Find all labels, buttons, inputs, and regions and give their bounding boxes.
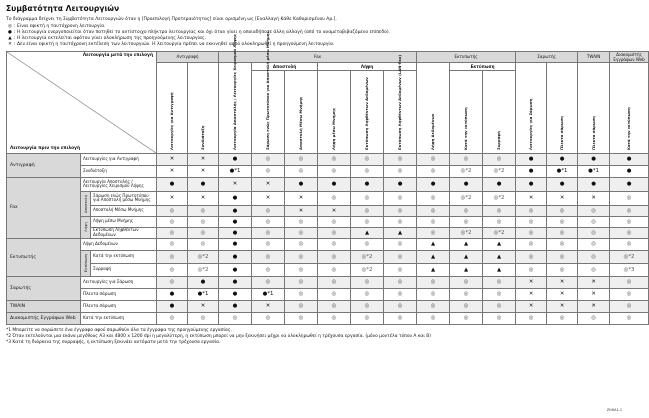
compat-cell: ◎ — [450, 312, 483, 324]
compat-cell: ◎ — [285, 227, 318, 238]
compat-cell: ◎ — [351, 238, 384, 250]
compat-cell: ◎ — [157, 312, 188, 324]
compat-cell: ◎ — [450, 288, 483, 300]
row-label: Συρραφή — [91, 263, 157, 276]
compat-cell: ◎ — [157, 250, 188, 263]
compat-cell: ● — [516, 165, 547, 177]
col-header: Πλευτα σάρωση — [578, 62, 610, 153]
col-subgroup-send: Αποστολή — [252, 62, 318, 70]
compat-cell: ◎*2 — [351, 263, 384, 276]
compat-cell: ◎ — [483, 288, 516, 300]
compat-cell: ◎ — [318, 227, 351, 238]
compat-cell: ◎*2 — [450, 165, 483, 177]
col-group-web-server: Διακομιστής Εγγράφων Web — [610, 51, 649, 62]
compat-cell: ◎ — [384, 153, 417, 165]
compat-cell: ◎ — [417, 216, 450, 227]
compat-cell: ◎ — [516, 263, 547, 276]
compat-cell: ◎ — [351, 205, 384, 216]
compat-cell: ●*1 — [547, 165, 578, 177]
row-label: Συνδιάταξη — [81, 165, 157, 177]
compat-cell: ● — [384, 177, 417, 191]
compat-cell: ● — [578, 153, 610, 165]
cross-icon: ✕ — [8, 42, 12, 48]
table-row — [7, 205, 649, 216]
compat-cell: ✕ — [219, 177, 252, 191]
table-corner — [7, 51, 157, 153]
compat-cell: ◎ — [450, 216, 483, 227]
compat-cell: ✕ — [547, 300, 578, 312]
col-header: Λήψη Δεδομένων — [417, 62, 450, 153]
row-group-label: Διακομιστής Εγγράφων Web — [7, 312, 81, 324]
compat-cell: ● — [219, 205, 252, 216]
compat-cell: ◎ — [578, 216, 610, 227]
compat-cell: ◎ — [318, 300, 351, 312]
compat-cell: ◎ — [285, 250, 318, 263]
table-row — [7, 165, 649, 177]
compat-cell: ◎ — [351, 191, 384, 205]
compat-cell: ◎ — [610, 238, 649, 250]
row-label: Αποστολή Μέσω Μνήμης — [91, 205, 157, 216]
table-row — [7, 250, 649, 263]
compat-cell: ● — [285, 177, 318, 191]
compat-cell: ◎ — [516, 227, 547, 238]
row-label: Σάρωση ενώς Πρωτοτύπου για Αποστολή μέσω Μνήμης — [91, 191, 157, 205]
compat-cell: ◎ — [417, 288, 450, 300]
compat-cell: ● — [157, 177, 188, 191]
compat-cell: ◎ — [547, 227, 578, 238]
compat-cell: ◎ — [252, 165, 285, 177]
table-row — [7, 276, 649, 288]
compat-cell: ◎ — [483, 205, 516, 216]
compat-cell: ◎ — [547, 250, 578, 263]
footnotes — [6, 328, 624, 347]
compat-cell: ● — [417, 177, 450, 191]
compat-cell: ✕ — [318, 205, 351, 216]
compat-cell: ◎ — [610, 300, 649, 312]
compat-cell: ◎*2 — [188, 250, 219, 263]
footnote: *3 Κατά τη διάρκεια της συρραφής, η εκτύπωση ξεκινάει αυτόματα μετά την τρέχουσα εργασία. — [6, 340, 221, 346]
compat-cell: ● — [483, 177, 516, 191]
compat-cell: ◎ — [547, 263, 578, 276]
compat-cell: ✕ — [157, 153, 188, 165]
compat-cell: ◎ — [384, 191, 417, 205]
compat-cell: ● — [219, 276, 252, 288]
compat-cell: ✕ — [285, 191, 318, 205]
compat-cell: ◎ — [351, 216, 384, 227]
compat-cell: ◎ — [252, 205, 285, 216]
compat-cell: ◎ — [219, 312, 252, 324]
table-row — [7, 227, 649, 238]
compat-cell: ● — [219, 227, 252, 238]
col-header: Σάρωση ενώς Πρωτοτύπου για Αποστολή μέσω Μνήμης — [252, 70, 285, 153]
compat-cell: ◎ — [578, 205, 610, 216]
compat-cell: ◎ — [417, 312, 450, 324]
table-row — [7, 263, 649, 276]
compat-cell: ◎ — [384, 238, 417, 250]
compat-cell: ● — [188, 276, 219, 288]
legend-item: ◎ : Είναι εφικτή η ταυτόχρονη λειτουργία. — [6, 24, 624, 30]
compat-cell: ◎ — [547, 238, 578, 250]
legend — [6, 24, 624, 49]
compat-cell: ◎*2 — [450, 227, 483, 238]
compat-cell: ◎ — [318, 312, 351, 324]
compat-cell: ✕ — [157, 191, 188, 205]
compat-cell: ◎ — [610, 205, 649, 216]
compat-cell: ◎ — [351, 276, 384, 288]
compat-cell: ● — [516, 177, 547, 191]
compat-cell: ◎ — [285, 312, 318, 324]
compat-cell: ◎ — [610, 288, 649, 300]
compat-cell: ◎ — [578, 312, 610, 324]
compat-cell: ◎ — [351, 300, 384, 312]
compat-cell: ◎ — [157, 276, 188, 288]
table-row — [7, 312, 649, 324]
compat-cell: ◎ — [384, 288, 417, 300]
table-row — [7, 300, 649, 312]
col-header: Κατά την εκτύπωση — [450, 70, 483, 153]
row-group-label: Σαρωτής — [7, 276, 81, 300]
compat-cell: ◎ — [417, 191, 450, 205]
col-header: Κατά την εκτύπωση — [610, 62, 649, 153]
compat-cell: ◎*2 — [610, 250, 649, 263]
compat-cell: ✕ — [157, 165, 188, 177]
compat-cell: ▲ — [450, 250, 483, 263]
compat-cell: ◎ — [450, 276, 483, 288]
compat-cell: ✕ — [516, 191, 547, 205]
compat-cell: ◎ — [351, 153, 384, 165]
compat-cell: ◎ — [384, 300, 417, 312]
table-row — [7, 153, 649, 165]
compat-cell: ◎ — [384, 165, 417, 177]
compat-cell: ✕ — [578, 191, 610, 205]
compat-cell: ● — [516, 153, 547, 165]
circle-double-icon: ◎ — [8, 23, 12, 29]
compat-cell: ● — [157, 300, 188, 312]
compat-cell: ●*1 — [252, 288, 285, 300]
compat-cell: ◎ — [252, 227, 285, 238]
compat-cell: ◎ — [610, 227, 649, 238]
compat-cell: ◎ — [547, 205, 578, 216]
compat-cell: ◎ — [351, 312, 384, 324]
compat-cell: ✕ — [578, 276, 610, 288]
compat-cell: ✕ — [547, 288, 578, 300]
compat-cell: ◎ — [610, 191, 649, 205]
compat-cell: ◎*2 — [351, 250, 384, 263]
compat-cell: ◎ — [252, 276, 285, 288]
compat-cell: ◎ — [351, 165, 384, 177]
compat-cell: ◎ — [285, 276, 318, 288]
filled-circle-icon: ● — [8, 29, 12, 35]
table-row — [7, 177, 649, 191]
compat-cell: ◎ — [578, 263, 610, 276]
compat-cell: ✕ — [516, 288, 547, 300]
compat-cell: ● — [547, 153, 578, 165]
footnote: *1 Μπορείτε να σαρώσετε ένα έγγραφο αφού σαρωθούν όλα τα έγγραφα της προηγούμενης εργασίας. — [6, 327, 232, 333]
compat-cell: ◎ — [318, 191, 351, 205]
compat-cell: ▲ — [483, 250, 516, 263]
compat-cell: ◎ — [417, 205, 450, 216]
col-header: Λήψη μέσω Μνήμης — [318, 70, 351, 153]
compat-cell: ✕ — [516, 300, 547, 312]
compat-cell: ● — [219, 153, 252, 165]
compat-cell: ◎ — [483, 312, 516, 324]
compat-cell: ◎ — [578, 250, 610, 263]
row-label: Κατά την εκτύπωση — [91, 250, 157, 263]
compat-cell: ▲ — [450, 263, 483, 276]
compat-cell: ✕ — [188, 165, 219, 177]
compat-cell: ● — [318, 177, 351, 191]
compat-cell: ◎ — [157, 238, 188, 250]
compat-cell: ▲ — [417, 263, 450, 276]
compat-cell: ◎*2 — [483, 191, 516, 205]
compat-cell: ◎ — [384, 250, 417, 263]
compat-cell: ◎ — [157, 227, 188, 238]
compat-cell: ◎ — [450, 205, 483, 216]
compat-cell: ◎ — [417, 300, 450, 312]
compat-cell: ◎*2 — [483, 165, 516, 177]
compat-cell: ◎ — [547, 216, 578, 227]
compat-cell: ◎ — [285, 263, 318, 276]
compat-cell: ◎ — [252, 153, 285, 165]
compat-cell: ◎ — [384, 312, 417, 324]
compat-cell: ◎ — [610, 216, 649, 227]
compat-cell: ✕ — [578, 300, 610, 312]
compat-cell: ◎*2 — [483, 227, 516, 238]
compat-cell: ◎ — [188, 227, 219, 238]
compat-cell: ◎ — [318, 250, 351, 263]
compat-cell: ◎ — [578, 227, 610, 238]
compat-cell: ✕ — [252, 177, 285, 191]
compat-cell: ▲ — [450, 238, 483, 250]
compat-cell: ◎*3 — [610, 263, 649, 276]
col-header: Εκτύπωση Ληφθέντων Δεδομένων — [351, 70, 384, 153]
compat-cell: ● — [351, 177, 384, 191]
compat-cell: ◎ — [384, 263, 417, 276]
triangle-icon: ▲ — [8, 36, 12, 42]
compat-cell: ◎ — [417, 227, 450, 238]
compat-cell: ●*1 — [188, 288, 219, 300]
col-header: Αποστολή Μέσω Μνήμης — [285, 70, 318, 153]
compat-cell: ● — [219, 216, 252, 227]
row-label: Λειτουργία Αποστολής / Λειτουργίες Χειρισμού Λήψης — [81, 177, 157, 191]
col-header: Συνδιάταξη — [188, 62, 219, 153]
compat-cell: ◎ — [417, 153, 450, 165]
legend-item: ● : Η λειτουργία ενεργοποιείται όταν πατηθεί το αντίστοιχο πλήκτρο λειτουργίας και όχι όταν γίνει η οποιαδήποτε άλλη αλλαγή (από το αναμεταβιβαζόμενο επίπεδο). — [6, 30, 624, 36]
compat-cell: ▲ — [483, 263, 516, 276]
compat-cell: ◎ — [516, 238, 547, 250]
compat-cell: ◎ — [483, 216, 516, 227]
compat-cell: ● — [610, 153, 649, 165]
compat-cell: ◎ — [610, 312, 649, 324]
compat-cell: ◎ — [318, 263, 351, 276]
row-group-label: Fax — [7, 177, 81, 238]
table-row — [7, 238, 649, 250]
compat-cell: ● — [610, 177, 649, 191]
compat-cell: ◎ — [384, 205, 417, 216]
col-group-twain: TWAIN — [578, 51, 610, 62]
compat-cell: ◎ — [188, 238, 219, 250]
row-label: Λειτουργίες για Σάρωση — [81, 276, 157, 288]
compat-cell: ◎ — [157, 263, 188, 276]
row-label: Πλευτα σάρωση — [81, 300, 157, 312]
compat-cell: ◎ — [285, 216, 318, 227]
compat-cell: ▲ — [417, 238, 450, 250]
compat-cell: ▲ — [351, 227, 384, 238]
compat-cell: ✕ — [547, 191, 578, 205]
compat-cell: ◎ — [252, 263, 285, 276]
compat-cell: ◎ — [483, 300, 516, 312]
compat-cell: ✕ — [188, 153, 219, 165]
col-subgroup-receive: Λήψη — [318, 62, 417, 70]
compat-cell: ● — [219, 191, 252, 205]
corner-top-label: Λειτουργία μετά την επιλογή — [82, 52, 154, 58]
col-group-fax: Fax — [219, 51, 417, 62]
compat-cell: ◎ — [252, 216, 285, 227]
compat-cell: ◎ — [578, 238, 610, 250]
compat-cell: ◎ — [318, 238, 351, 250]
compat-cell: ◎ — [516, 250, 547, 263]
compat-cell: ● — [188, 177, 219, 191]
table-body — [7, 153, 649, 324]
col-header: Συρραφή — [483, 70, 516, 153]
legend-item: ✕ : Δεν είναι εφικτή η ταυτόχρονη εκτέλεση των λειτουργιών. Η λειτουργία πρέπει να εκκινηθεί αφού ολοκληρωθεί η προηγούμενη λειτουργία. — [6, 42, 624, 48]
compat-cell: ◎ — [188, 312, 219, 324]
compat-cell: ◎ — [188, 205, 219, 216]
compat-cell: ◎ — [483, 276, 516, 288]
intro-text: Το διάγραμμα δείχνει τη Συμβατότητα Λειτουργιών όταν η [Προεπιλογή Προτεραιότητας] είναι ορισμένη ως [Εναλλαγή Κάθε Καθορισμένου Αρ.]. — [6, 17, 337, 22]
row-group-label: Αντιγραφή — [7, 153, 81, 177]
footnote: *2 Όταν εκτελούνται μια εκάνα μεγέθους Α3 και 4800 x 1200 dpi η μεγαλύτερη, η εκτύπωση μπορεί να μην ξεκινήσει μέχρι να ολοκληρωθεί η τρέχουσα εργασία. (μόνο μοντέλα τύπου A και B) — [6, 333, 431, 339]
compat-cell: ●*1 — [578, 165, 610, 177]
compat-cell: ◎*2 — [188, 263, 219, 276]
compat-cell: ◎ — [610, 276, 649, 288]
compat-cell: ● — [450, 177, 483, 191]
compat-cell: ◎ — [285, 288, 318, 300]
row-label: Λειτουργίες για Αντιγραφή — [81, 153, 157, 165]
row-subgroup-label: Αποστολή — [81, 191, 91, 216]
compat-cell: ◎ — [516, 216, 547, 227]
compat-cell: ◎ — [483, 153, 516, 165]
compat-cell: ◎ — [516, 205, 547, 216]
compat-cell: ▲ — [417, 250, 450, 263]
compat-cell: ◎ — [285, 153, 318, 165]
col-header: Λειτουργίες για Σάρωση — [516, 62, 547, 153]
row-label: Πλευτα σάρωση — [81, 288, 157, 300]
compat-cell: ● — [578, 177, 610, 191]
compat-cell: ◎ — [318, 288, 351, 300]
col-group-scanner: Σαρωτής — [516, 51, 578, 62]
compat-cell: ● — [219, 238, 252, 250]
col-subgroup-print: Εκτύπωση — [450, 62, 516, 70]
compat-cell: ◎ — [252, 250, 285, 263]
col-header: Πλευτα σάρωση — [547, 62, 578, 153]
compat-cell: ● — [219, 263, 252, 276]
row-label: Εκτύπωση Ληφθέντων Δεδομένων — [91, 227, 157, 238]
compat-cell: ◎ — [285, 300, 318, 312]
col-header: Εκτύπωση Ληφθέντων Δεδομένων (LAN-Fax) — [384, 70, 417, 153]
compat-cell: ◎ — [157, 205, 188, 216]
compat-cell: ✕ — [252, 300, 285, 312]
compat-cell: ▲ — [384, 227, 417, 238]
compat-cell: ◎ — [318, 276, 351, 288]
compat-cell: ◎ — [252, 312, 285, 324]
compat-cell: ✕ — [547, 276, 578, 288]
compat-cell: ◎ — [417, 276, 450, 288]
row-subgroup-label: Εκτύπωση — [81, 250, 91, 276]
table-row — [7, 191, 649, 205]
compat-cell: ✕ — [188, 300, 219, 312]
compat-cell: ● — [610, 165, 649, 177]
compat-cell: ✕ — [578, 288, 610, 300]
col-group-printer: Εκτυπωτής — [417, 51, 516, 62]
compat-cell: ● — [157, 288, 188, 300]
col-group-copy: Αντιγραφή — [157, 51, 219, 62]
compat-cell: ▲ — [483, 238, 516, 250]
row-label: Λήψη μέσω Μνήμης — [91, 216, 157, 227]
compat-cell: ◎ — [547, 312, 578, 324]
col-header: Λειτουργίες για Αντιγραφή — [157, 62, 188, 153]
compat-cell: ◎ — [384, 216, 417, 227]
compat-cell: ◎ — [351, 288, 384, 300]
row-group-label: Εκτυπωτής — [7, 238, 81, 276]
row-label: Κατά την εκτύπωση — [81, 312, 157, 324]
compat-cell: ● — [547, 177, 578, 191]
compat-cell: ◎ — [188, 216, 219, 227]
row-subgroup-label: Λήψη — [81, 216, 91, 238]
compat-cell: ◎ — [450, 300, 483, 312]
corner-bottom-label: Λειτουργία πριν την επιλογή — [10, 145, 81, 151]
compat-cell: ◎ — [417, 165, 450, 177]
compat-cell: ◎ — [516, 312, 547, 324]
compat-cell: ● — [219, 288, 252, 300]
row-group-label: TWAIN — [7, 300, 81, 312]
compat-cell: ◎ — [450, 153, 483, 165]
compat-cell: ◎ — [318, 165, 351, 177]
compat-cell: ◎ — [318, 153, 351, 165]
compat-cell: ✕ — [188, 191, 219, 205]
compat-cell: ◎ — [318, 216, 351, 227]
compat-cell: ◎ — [285, 238, 318, 250]
compat-cell: ● — [219, 300, 252, 312]
row-label: Λήψη Δεδομένων — [81, 238, 157, 250]
page-title: Συμβατότητα Λειτουργιών — [6, 4, 120, 13]
compat-cell: ◎ — [252, 238, 285, 250]
compat-cell: ◎ — [384, 276, 417, 288]
compat-cell: ◎ — [157, 216, 188, 227]
compat-cell: ● — [219, 250, 252, 263]
table-row — [7, 288, 649, 300]
compat-cell: ✕ — [516, 276, 547, 288]
table-row — [7, 216, 649, 227]
compat-cell: ◎*2 — [450, 191, 483, 205]
compat-cell: ●*1 — [219, 165, 252, 177]
compat-cell: ✕ — [252, 191, 285, 205]
page-number: ΖΗΗΑ1-1 — [606, 408, 622, 412]
compat-cell: ◎ — [285, 165, 318, 177]
compat-cell: ✕ — [285, 205, 318, 216]
col-header: Λειτουργία Αποστολής / Λειτουργίες Χειρισμού Λήψης — [219, 62, 252, 153]
legend-item: ▲ : Η λειτουργία εκτελείται αφότου γίνει ολοκλήρωση της προηγούμενης λειτουργίας. — [6, 36, 624, 42]
